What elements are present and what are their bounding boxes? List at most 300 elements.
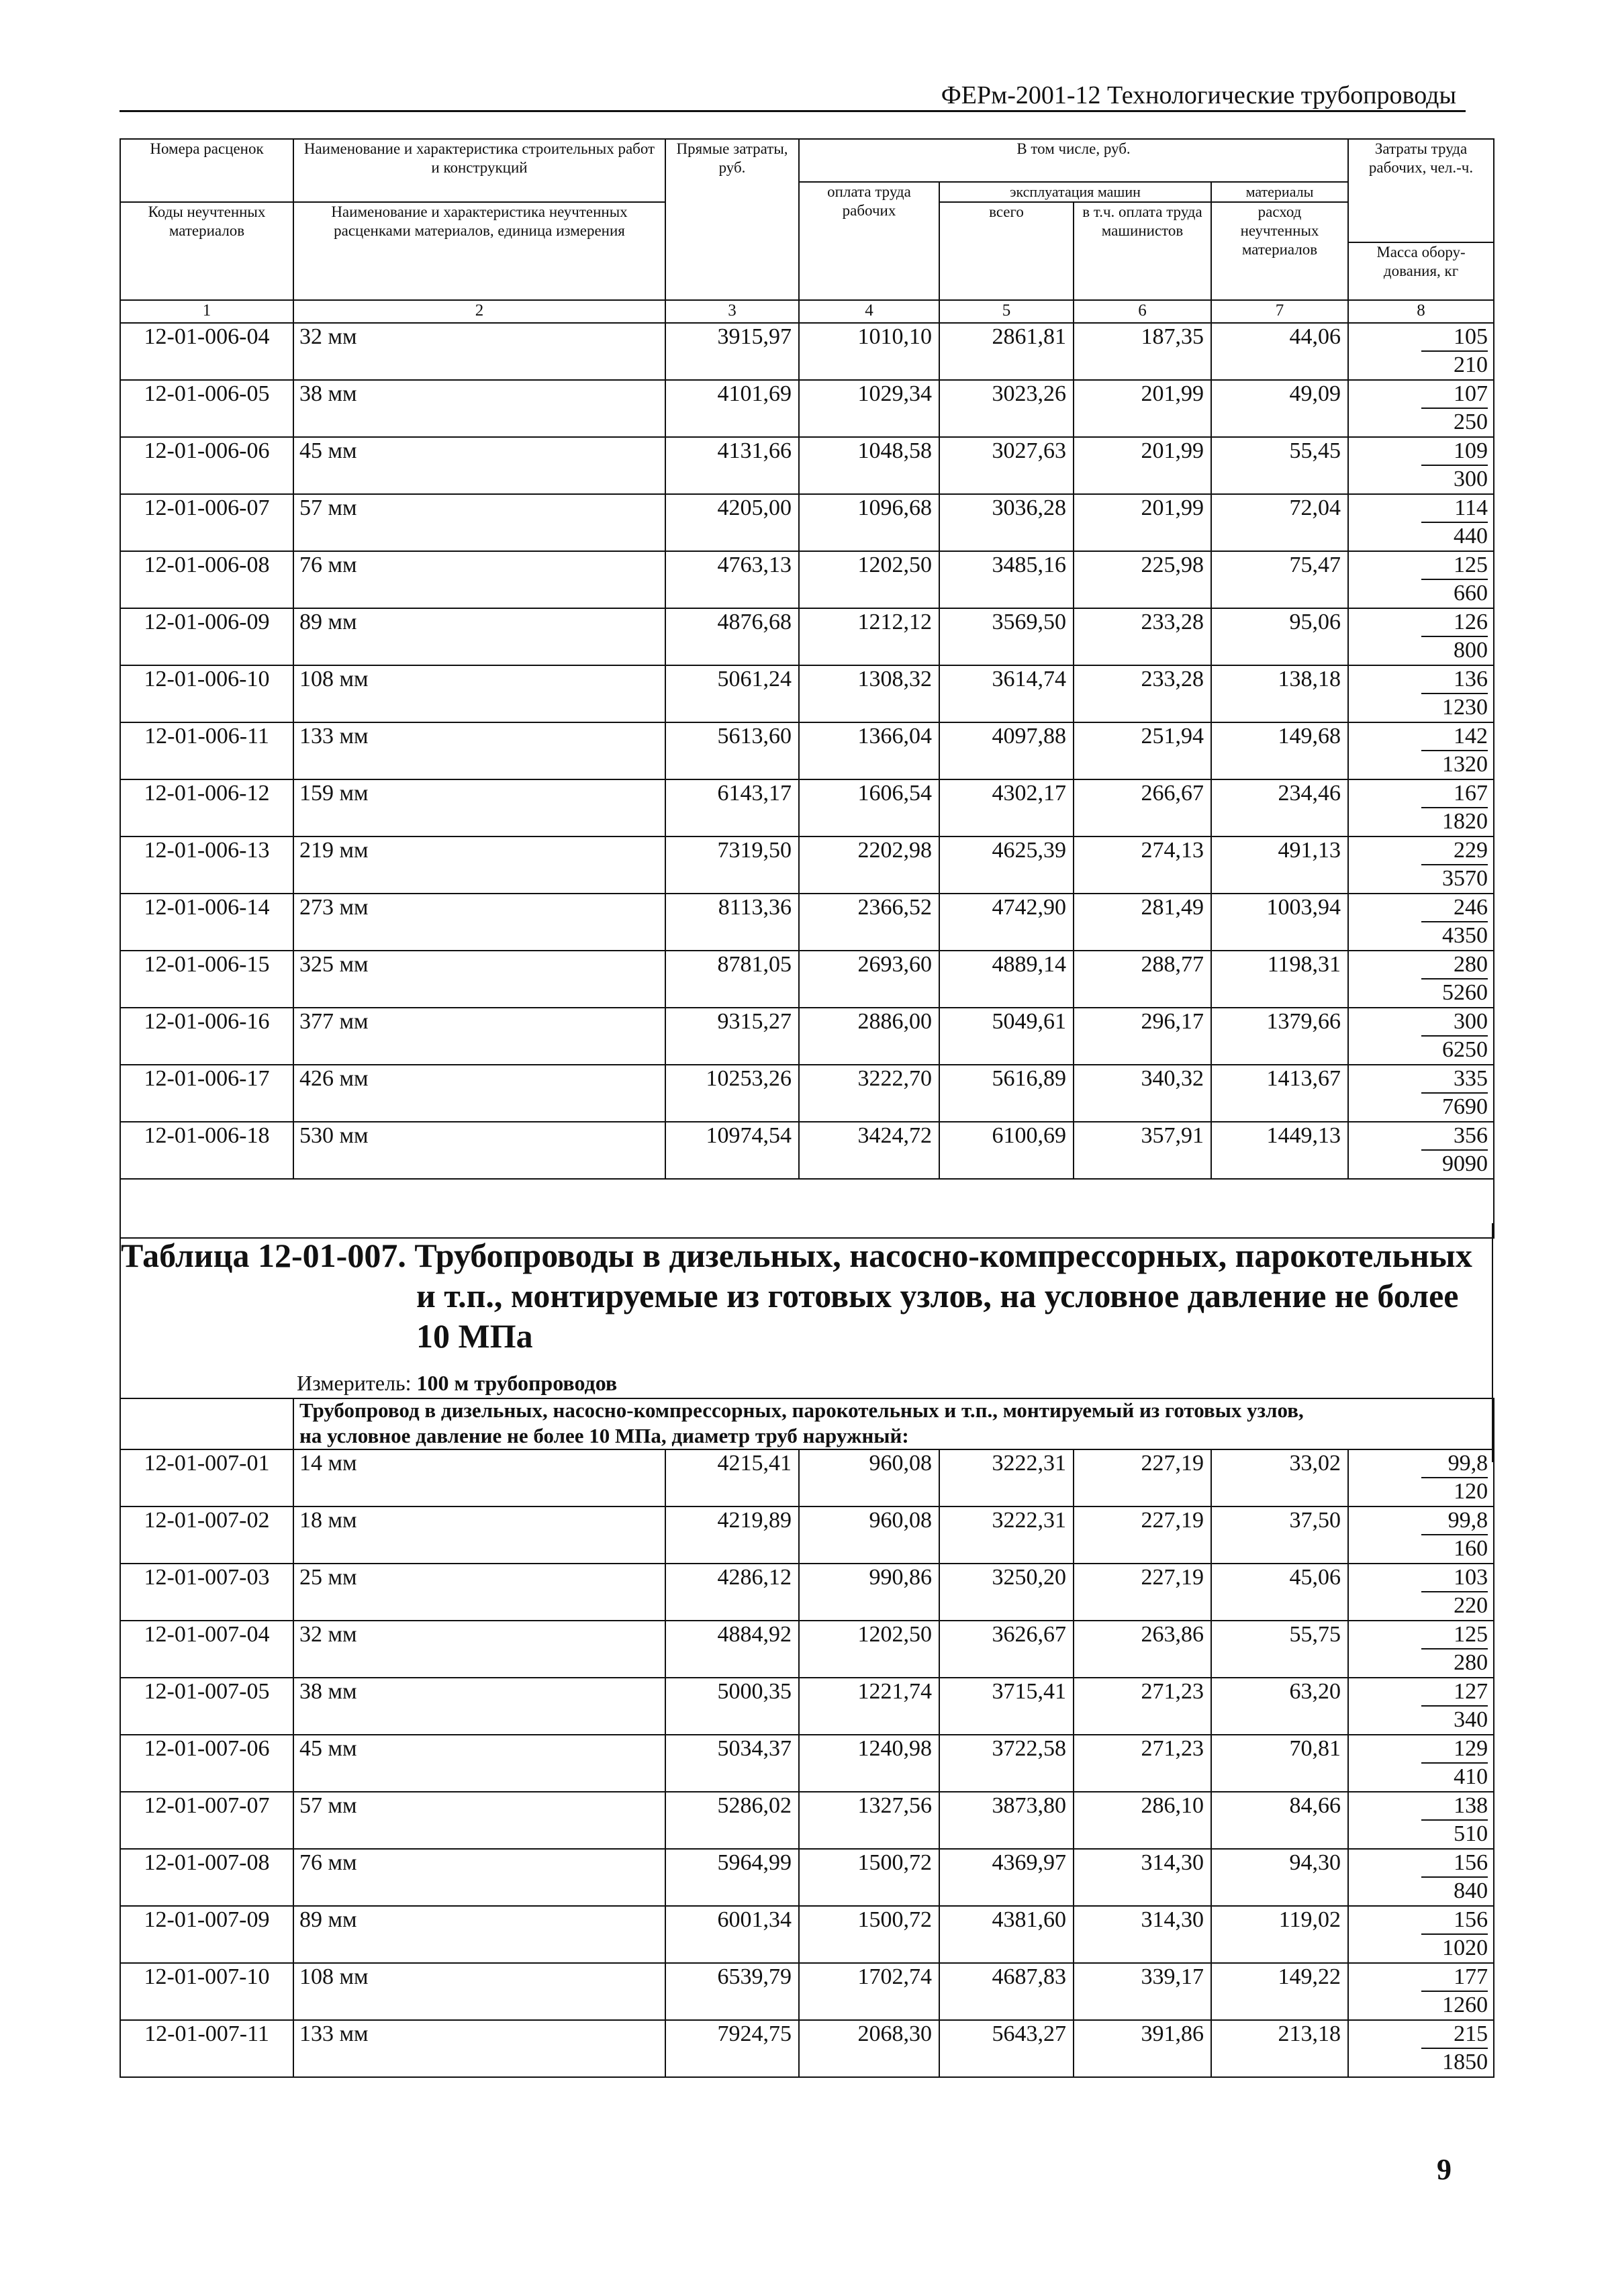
rate-name-cell: 133 мм: [293, 2020, 665, 2077]
equipment-mass: 5260: [1442, 980, 1488, 1005]
table-row: [120, 380, 1494, 437]
materials-cost-cell: 491,13: [1211, 836, 1348, 894]
machinist-pay-cell: 263,86: [1074, 1621, 1211, 1678]
header-col1-top: Номера расценок: [120, 139, 293, 202]
labor-pay-cell: 2202,98: [799, 836, 939, 894]
materials-cost-cell: 149,22: [1211, 1963, 1348, 2020]
machines-total-cell: 3873,80: [939, 1792, 1074, 1849]
machines-total-cell: 2861,81: [939, 323, 1074, 380]
labor-mass-cell: [1348, 779, 1494, 836]
labor-mass-cell: [1348, 1678, 1494, 1735]
rate-name-cell: 45 мм: [293, 437, 665, 494]
rate-code-cell: 12-01-006-16: [120, 1008, 293, 1065]
rate-code-cell: 12-01-006-18: [120, 1122, 293, 1179]
equipment-mass: 280: [1454, 1650, 1488, 1675]
rate-name-cell: 219 мм: [293, 836, 665, 894]
direct-cost-cell: 5034,37: [665, 1735, 799, 1792]
labor-pay-cell: 1029,34: [799, 380, 939, 437]
table-row: [120, 608, 1494, 665]
materials-cost-cell: 1198,31: [1211, 951, 1348, 1008]
labor-hours: 126: [1421, 609, 1488, 637]
materials-cost-cell: 84,66: [1211, 1792, 1348, 1849]
column-number: 1: [120, 300, 293, 323]
materials-cost-cell: 1379,66: [1211, 1008, 1348, 1065]
rate-code-cell: 12-01-007-03: [120, 1564, 293, 1621]
rows-007-body: [120, 1449, 1494, 2077]
labor-mass-cell: [1348, 1792, 1494, 1849]
labor-hours: 246: [1421, 894, 1488, 922]
labor-pay-cell: 2366,52: [799, 894, 939, 951]
rate-code-cell: 12-01-007-01: [120, 1449, 293, 1506]
labor-pay-cell: 1702,74: [799, 1963, 939, 2020]
meter-line: [297, 1371, 617, 1396]
table-row: [120, 551, 1494, 608]
equipment-mass: 800: [1454, 638, 1488, 663]
machines-total-cell: 4302,17: [939, 779, 1074, 836]
labor-hours: 109: [1421, 438, 1488, 466]
labor-mass-cell: [1348, 665, 1494, 722]
machines-total-cell: 3485,16: [939, 551, 1074, 608]
header-col3: Прямые затраты, руб.: [665, 139, 799, 300]
table-row: [120, 779, 1494, 836]
machines-total-cell: 3222,31: [939, 1449, 1074, 1506]
header-materials: материалы: [1211, 182, 1348, 202]
machinist-pay-cell: 233,28: [1074, 665, 1211, 722]
machinist-pay-cell: 288,77: [1074, 951, 1211, 1008]
machinist-pay-cell: 201,99: [1074, 380, 1211, 437]
machines-total-cell: 4369,97: [939, 1849, 1074, 1906]
materials-cost-cell: 72,04: [1211, 494, 1348, 551]
machines-total-cell: 4687,83: [939, 1963, 1074, 2020]
table-row: [120, 437, 1494, 494]
rate-code-cell: 12-01-007-10: [120, 1963, 293, 2020]
column-number: 7: [1211, 300, 1348, 323]
rate-name-cell: 38 мм: [293, 380, 665, 437]
labor-hours: 99,8: [1421, 1450, 1488, 1478]
rate-code-cell: 12-01-006-07: [120, 494, 293, 551]
rate-name-cell: 32 мм: [293, 1621, 665, 1678]
machines-total-cell: 4889,14: [939, 951, 1074, 1008]
header-machines: эксплуатация машин: [939, 182, 1211, 202]
machinist-pay-cell: 274,13: [1074, 836, 1211, 894]
machinist-pay-cell: 391,86: [1074, 2020, 1211, 2077]
direct-cost-cell: 4763,13: [665, 551, 799, 608]
rate-code-cell: 12-01-007-08: [120, 1849, 293, 1906]
column-number: 2: [293, 300, 665, 323]
header-col8-bottom: Масса обору-дования, кг: [1348, 242, 1494, 300]
machinist-pay-cell: 201,99: [1074, 437, 1211, 494]
machines-total-cell: 5049,61: [939, 1008, 1074, 1065]
rate-name-cell: 76 мм: [293, 551, 665, 608]
machines-total-cell: 5616,89: [939, 1065, 1074, 1122]
machinist-pay-cell: 286,10: [1074, 1792, 1211, 1849]
labor-hours: 280: [1421, 951, 1488, 979]
labor-pay-cell: 2068,30: [799, 2020, 939, 2077]
equipment-mass: 660: [1454, 581, 1488, 606]
spec-line-2: на условное давление не более 10 МПа, диаметр труб наружный:: [299, 1424, 909, 1447]
materials-cost-cell: 1449,13: [1211, 1122, 1348, 1179]
labor-pay-cell: 1096,68: [799, 494, 939, 551]
rate-code-cell: 12-01-006-11: [120, 722, 293, 779]
machines-total-cell: 6100,69: [939, 1122, 1074, 1179]
materials-cost-cell: 94,30: [1211, 1849, 1348, 1906]
machinist-pay-cell: 201,99: [1074, 494, 1211, 551]
machinist-pay-cell: 266,67: [1074, 779, 1211, 836]
table-row: [120, 1008, 1494, 1065]
labor-hours: 127: [1421, 1678, 1488, 1707]
equipment-mass: 210: [1454, 352, 1488, 377]
labor-mass-cell: [1348, 722, 1494, 779]
direct-cost-cell: 4884,92: [665, 1621, 799, 1678]
machinist-pay-cell: 296,17: [1074, 1008, 1211, 1065]
rate-code-cell: 12-01-006-15: [120, 951, 293, 1008]
table-row: [120, 1564, 1494, 1621]
labor-mass-cell: [1348, 608, 1494, 665]
machinist-pay-cell: 340,32: [1074, 1065, 1211, 1122]
rate-code-cell: 12-01-006-08: [120, 551, 293, 608]
direct-cost-cell: 5061,24: [665, 665, 799, 722]
table-row: [120, 1621, 1494, 1678]
materials-cost-cell: 55,75: [1211, 1621, 1348, 1678]
labor-mass-cell: [1348, 437, 1494, 494]
labor-pay-cell: 1327,56: [799, 1792, 939, 1849]
meter-label: Измеритель:: [297, 1371, 412, 1395]
machines-total-cell: 3614,74: [939, 665, 1074, 722]
direct-cost-cell: 5964,99: [665, 1849, 799, 1906]
direct-cost-cell: 3915,97: [665, 323, 799, 380]
labor-pay-cell: 990,86: [799, 1564, 939, 1621]
labor-mass-cell: [1348, 380, 1494, 437]
header-col7: расход неучтенных материалов: [1211, 202, 1348, 300]
header-col4: оплата труда рабочих: [799, 182, 939, 300]
table-title-line-3: 10 МПа: [416, 1317, 533, 1355]
header-col5: всего: [939, 202, 1074, 300]
labor-pay-cell: 1048,58: [799, 437, 939, 494]
table-row: [120, 951, 1494, 1008]
labor-hours: 167: [1421, 780, 1488, 808]
materials-cost-cell: 33,02: [1211, 1449, 1348, 1506]
labor-mass-cell: [1348, 836, 1494, 894]
running-header-text: ФЕРм-2001-12 Технологические трубопроводы: [941, 81, 1456, 109]
rates-table-006: [120, 138, 1494, 1239]
labor-pay-cell: 1366,04: [799, 722, 939, 779]
rate-name-cell: 426 мм: [293, 1065, 665, 1122]
labor-mass-cell: [1348, 894, 1494, 951]
materials-cost-cell: 70,81: [1211, 1735, 1348, 1792]
rate-name-cell: 25 мм: [293, 1564, 665, 1621]
rate-name-cell: 89 мм: [293, 608, 665, 665]
materials-cost-cell: 63,20: [1211, 1678, 1348, 1735]
labor-pay-cell: 3424,72: [799, 1122, 939, 1179]
table-row: [120, 323, 1494, 380]
rate-name-cell: 76 мм: [293, 1849, 665, 1906]
labor-mass-cell: [1348, 1506, 1494, 1564]
direct-cost-cell: 4101,69: [665, 380, 799, 437]
labor-mass-cell: [1348, 1564, 1494, 1621]
labor-hours: 142: [1421, 723, 1488, 751]
rate-code-cell: 12-01-007-05: [120, 1678, 293, 1735]
running-header: [120, 79, 1466, 112]
machines-total-cell: 4625,39: [939, 836, 1074, 894]
rate-code-cell: 12-01-007-07: [120, 1792, 293, 1849]
direct-cost-cell: 4876,68: [665, 608, 799, 665]
machines-total-cell: 4381,60: [939, 1906, 1074, 1963]
direct-cost-cell: 10974,54: [665, 1122, 799, 1179]
table-row: [120, 2020, 1494, 2077]
equipment-mass: 6250: [1442, 1037, 1488, 1062]
labor-hours: 156: [1421, 1907, 1488, 1935]
machinist-pay-cell: 271,23: [1074, 1735, 1211, 1792]
rate-name-cell: 57 мм: [293, 1792, 665, 1849]
materials-cost-cell: 95,06: [1211, 608, 1348, 665]
materials-cost-cell: 234,46: [1211, 779, 1348, 836]
rate-code-cell: 12-01-006-05: [120, 380, 293, 437]
table-row: [120, 836, 1494, 894]
table-row: [120, 1678, 1494, 1735]
direct-cost-cell: 4215,41: [665, 1449, 799, 1506]
equipment-mass: 840: [1454, 1878, 1488, 1903]
direct-cost-cell: 4205,00: [665, 494, 799, 551]
machinist-pay-cell: 227,19: [1074, 1506, 1211, 1564]
machinist-pay-cell: 227,19: [1074, 1449, 1211, 1506]
materials-cost-cell: 1413,67: [1211, 1065, 1348, 1122]
machines-total-cell: 3569,50: [939, 608, 1074, 665]
column-numbers-row: [120, 300, 1494, 323]
meter-value: 100 м трубопроводов: [416, 1371, 618, 1395]
labor-mass-cell: [1348, 1849, 1494, 1906]
direct-cost-cell: 4286,12: [665, 1564, 799, 1621]
spec-left-cell: [120, 1398, 293, 1449]
rate-code-cell: 12-01-007-06: [120, 1735, 293, 1792]
labor-hours: 300: [1421, 1008, 1488, 1037]
materials-cost-cell: 49,09: [1211, 380, 1348, 437]
equipment-mass: 120: [1454, 1479, 1488, 1504]
equipment-mass: 9090: [1442, 1151, 1488, 1176]
rate-code-cell: 12-01-006-17: [120, 1065, 293, 1122]
labor-mass-cell: [1348, 1065, 1494, 1122]
labor-pay-cell: 1500,72: [799, 1906, 939, 1963]
rate-code-cell: 12-01-007-09: [120, 1906, 293, 1963]
rate-name-cell: 108 мм: [293, 665, 665, 722]
table-title-line-2: и т.п., монтируемые из готовых узлов, на условное давление не более: [416, 1277, 1459, 1314]
labor-hours: 129: [1421, 1735, 1488, 1764]
machines-total-cell: 4742,90: [939, 894, 1074, 951]
labor-pay-cell: 1202,50: [799, 551, 939, 608]
rate-code-cell: 12-01-007-02: [120, 1506, 293, 1564]
direct-cost-cell: 6001,34: [665, 1906, 799, 1963]
labor-hours: 105: [1421, 324, 1488, 352]
spec-line-1: Трубопровод в дизельных, насосно-компрессорных, парокотельных и т.п., монтируемый из готовых узлов,: [299, 1398, 1304, 1422]
table-row: [120, 1963, 1494, 2020]
labor-pay-cell: 1606,54: [799, 779, 939, 836]
header-col2-top: Наименование и характеристика строительных работ и конструкций: [293, 139, 665, 202]
rate-code-cell: 12-01-007-11: [120, 2020, 293, 2077]
rates-table-007: [120, 1398, 1494, 2078]
rate-code-cell: 12-01-006-10: [120, 665, 293, 722]
direct-cost-cell: 8113,36: [665, 894, 799, 951]
labor-pay-cell: 2886,00: [799, 1008, 939, 1065]
machines-total-cell: 3722,58: [939, 1735, 1074, 1792]
rate-name-cell: 18 мм: [293, 1506, 665, 1564]
direct-cost-cell: 9315,27: [665, 1008, 799, 1065]
equipment-mass: 1850: [1442, 2050, 1488, 2074]
header-col6: в т.ч. оплата труда машинистов: [1074, 202, 1211, 300]
machinist-pay-cell: 339,17: [1074, 1963, 1211, 2020]
labor-pay-cell: 3222,70: [799, 1065, 939, 1122]
machines-total-cell: 3023,26: [939, 380, 1074, 437]
materials-cost-cell: 119,02: [1211, 1906, 1348, 1963]
labor-pay-cell: 960,08: [799, 1449, 939, 1506]
spec-row: [120, 1398, 1494, 1449]
equipment-mass: 1020: [1442, 1935, 1488, 1960]
rate-name-cell: 45 мм: [293, 1735, 665, 1792]
equipment-mass: 160: [1454, 1536, 1488, 1561]
labor-mass-cell: [1348, 1735, 1494, 1792]
rate-name-cell: 325 мм: [293, 951, 665, 1008]
header-col8-top: Затраты труда рабочих, чел.-ч.: [1348, 139, 1494, 242]
direct-cost-cell: 4219,89: [665, 1506, 799, 1564]
labor-pay-cell: 1212,12: [799, 608, 939, 665]
machinist-pay-cell: 233,28: [1074, 608, 1211, 665]
rate-name-cell: 133 мм: [293, 722, 665, 779]
labor-hours: 229: [1421, 837, 1488, 865]
column-number: 6: [1074, 300, 1211, 323]
machinist-pay-cell: 251,94: [1074, 722, 1211, 779]
labor-mass-cell: [1348, 551, 1494, 608]
page-number: 9: [1437, 2153, 1452, 2186]
machinist-pay-cell: 187,35: [1074, 323, 1211, 380]
equipment-mass: 1320: [1442, 752, 1488, 777]
rate-code-cell: 12-01-006-12: [120, 779, 293, 836]
rate-code-cell: 12-01-006-06: [120, 437, 293, 494]
rate-code-cell: 12-01-007-04: [120, 1621, 293, 1678]
materials-cost-cell: 213,18: [1211, 2020, 1348, 2077]
materials-cost-cell: 75,47: [1211, 551, 1348, 608]
labor-hours: 114: [1421, 495, 1488, 523]
table-title: [121, 1235, 1490, 1356]
labor-mass-cell: [1348, 1008, 1494, 1065]
labor-mass-cell: [1348, 494, 1494, 551]
equipment-mass: 300: [1454, 467, 1488, 491]
rate-code-cell: 12-01-006-14: [120, 894, 293, 951]
equipment-mass: 220: [1454, 1593, 1488, 1618]
labor-hours: 107: [1421, 381, 1488, 409]
machines-total-cell: 3222,31: [939, 1506, 1074, 1564]
header-in-total: В том числе, руб.: [799, 139, 1348, 182]
column-number: 8: [1348, 300, 1494, 323]
rate-code-cell: 12-01-006-04: [120, 323, 293, 380]
labor-hours: 125: [1421, 1621, 1488, 1649]
materials-cost-cell: 149,68: [1211, 722, 1348, 779]
header-col2-bottom: Наименование и характеристика неучтенных расценками материалов, единица измерения: [293, 202, 665, 300]
direct-cost-cell: 4131,66: [665, 437, 799, 494]
rate-name-cell: 32 мм: [293, 323, 665, 380]
column-number: 4: [799, 300, 939, 323]
rate-name-cell: 38 мм: [293, 1678, 665, 1735]
labor-pay-cell: 1202,50: [799, 1621, 939, 1678]
rate-name-cell: 377 мм: [293, 1008, 665, 1065]
equipment-mass: 340: [1454, 1707, 1488, 1732]
labor-pay-cell: 1010,10: [799, 323, 939, 380]
rate-name-cell: 530 мм: [293, 1122, 665, 1179]
header-col1-bottom: Коды неучтенных материалов: [120, 202, 293, 300]
rate-code-cell: 12-01-006-13: [120, 836, 293, 894]
machinist-pay-cell: 357,91: [1074, 1122, 1211, 1179]
materials-cost-cell: 45,06: [1211, 1564, 1348, 1621]
rate-name-cell: 159 мм: [293, 779, 665, 836]
direct-cost-cell: 5286,02: [665, 1792, 799, 1849]
direct-cost-cell: 10253,26: [665, 1065, 799, 1122]
machinist-pay-cell: 314,30: [1074, 1849, 1211, 1906]
direct-cost-cell: 6539,79: [665, 1963, 799, 2020]
labor-mass-cell: [1348, 1449, 1494, 1506]
equipment-mass: 1820: [1442, 809, 1488, 834]
machines-total-cell: 3027,63: [939, 437, 1074, 494]
rate-name-cell: 108 мм: [293, 1963, 665, 2020]
machinist-pay-cell: 314,30: [1074, 1906, 1211, 1963]
labor-hours: 99,8: [1421, 1507, 1488, 1535]
materials-cost-cell: 44,06: [1211, 323, 1348, 380]
labor-hours: 156: [1421, 1850, 1488, 1878]
labor-pay-cell: 1308,32: [799, 665, 939, 722]
labor-hours: 356: [1421, 1122, 1488, 1151]
equipment-mass: 510: [1454, 1821, 1488, 1846]
table-row: [120, 722, 1494, 779]
equipment-mass: 7690: [1442, 1094, 1488, 1119]
labor-pay-cell: 960,08: [799, 1506, 939, 1564]
labor-pay-cell: 2693,60: [799, 951, 939, 1008]
machines-total-cell: 3715,41: [939, 1678, 1074, 1735]
equipment-mass: 410: [1454, 1764, 1488, 1789]
table-row: [120, 1122, 1494, 1179]
labor-hours: 125: [1421, 552, 1488, 580]
machines-total-cell: 3036,28: [939, 494, 1074, 551]
direct-cost-cell: 7319,50: [665, 836, 799, 894]
labor-hours: 103: [1421, 1564, 1488, 1592]
machinist-pay-cell: 227,19: [1074, 1564, 1211, 1621]
machines-total-cell: 5643,27: [939, 2020, 1074, 2077]
labor-hours: 215: [1421, 2021, 1488, 2049]
labor-mass-cell: [1348, 1963, 1494, 2020]
labor-mass-cell: [1348, 951, 1494, 1008]
direct-cost-cell: 5000,35: [665, 1678, 799, 1735]
column-number: 5: [939, 300, 1074, 323]
labor-mass-cell: [1348, 2020, 1494, 2077]
rate-name-cell: 273 мм: [293, 894, 665, 951]
materials-cost-cell: 37,50: [1211, 1506, 1348, 1564]
equipment-mass: 3570: [1442, 866, 1488, 891]
rate-name-cell: 89 мм: [293, 1906, 665, 1963]
equipment-mass: 250: [1454, 410, 1488, 434]
rate-code-cell: 12-01-006-09: [120, 608, 293, 665]
table-row: [120, 1449, 1494, 1506]
equipment-mass: 4350: [1442, 923, 1488, 948]
labor-mass-cell: [1348, 1906, 1494, 1963]
spec-text-cell: [293, 1398, 1494, 1449]
direct-cost-cell: 8781,05: [665, 951, 799, 1008]
labor-hours: 138: [1421, 1792, 1488, 1821]
direct-cost-cell: 7924,75: [665, 2020, 799, 2077]
table-row: [120, 1735, 1494, 1792]
table-006-gap-row: [120, 1179, 1494, 1238]
direct-cost-cell: 5613,60: [665, 722, 799, 779]
labor-hours: 136: [1421, 666, 1488, 694]
table-row: [120, 665, 1494, 722]
equipment-mass: 1230: [1442, 695, 1488, 720]
table-row: [120, 1906, 1494, 1963]
equipment-mass: 440: [1454, 524, 1488, 548]
labor-hours: 335: [1421, 1065, 1488, 1094]
